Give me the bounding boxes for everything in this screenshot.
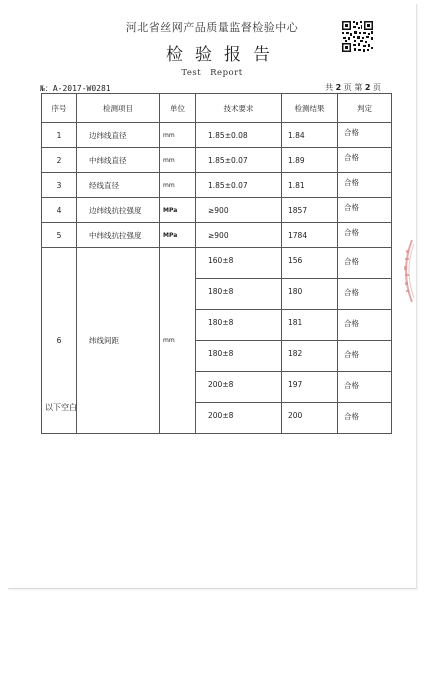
row-number: 6 — [42, 248, 77, 434]
requirement: 1.85±0.08 — [196, 123, 282, 148]
result: 180 — [282, 279, 338, 310]
result: 200 — [282, 403, 338, 434]
verdict: 合格 — [338, 403, 392, 434]
result: 1.84 — [282, 123, 338, 148]
table-row — [42, 248, 392, 279]
header-cell: 单位 — [160, 94, 196, 123]
requirement: 200±8 — [196, 372, 282, 403]
result: 182 — [282, 341, 338, 372]
result: 156 — [282, 248, 338, 279]
table-row — [42, 173, 392, 198]
qr-code-icon — [341, 20, 374, 53]
verdict: 合格 — [338, 341, 392, 372]
verdict: 合格 — [338, 173, 392, 198]
report-number: №：A-2017-W0281 — [40, 84, 111, 93]
result: 1784 — [282, 223, 338, 248]
verdict: 合格 — [338, 248, 392, 279]
test-item: 中纬线直径 — [77, 148, 160, 173]
table-row — [42, 223, 392, 248]
result: 1.89 — [282, 148, 338, 173]
header-cell: 技术要求 — [196, 94, 282, 123]
test-item: 纬线间距 — [77, 248, 160, 434]
table-row — [42, 198, 392, 223]
result: 181 — [282, 310, 338, 341]
unit: mm — [160, 148, 196, 173]
unit: MPa — [160, 198, 196, 223]
verdict: 合格 — [338, 198, 392, 223]
verdict: 合格 — [338, 372, 392, 403]
requirement: 180±8 — [196, 310, 282, 341]
table-row — [42, 123, 392, 148]
row-number: 3 — [42, 173, 77, 198]
results-table — [41, 93, 392, 434]
requirement: 200±8 — [196, 403, 282, 434]
unit: mm — [160, 173, 196, 198]
verdict: 合格 — [338, 310, 392, 341]
requirement: 1.85±0.07 — [196, 148, 282, 173]
row-number: 2 — [42, 148, 77, 173]
test-item: 边纬线抗拉强度 — [77, 198, 160, 223]
header-cell: 检测结果 — [282, 94, 338, 123]
requirement: 1.85±0.07 — [196, 173, 282, 198]
unit: mm — [160, 123, 196, 148]
test-item: 中纬线抗拉强度 — [77, 223, 160, 248]
unit: MPa — [160, 223, 196, 248]
verdict: 合格 — [338, 148, 392, 173]
verdict: 合格 — [338, 223, 392, 248]
header-cell: 检测项目 — [77, 94, 160, 123]
report-title: 检验报告 — [166, 45, 282, 65]
requirement: ≥900 — [196, 223, 282, 248]
row-number: 5 — [42, 223, 77, 248]
page-indicator: 共 2 页 第 2 页 — [325, 83, 381, 92]
row-number: 1 — [42, 123, 77, 148]
requirement: 180±8 — [196, 279, 282, 310]
requirement: 180±8 — [196, 341, 282, 372]
test-item: 经线直径 — [77, 173, 160, 198]
header-cell: 序号 — [42, 94, 77, 123]
result: 1.81 — [282, 173, 338, 198]
requirement: 160±8 — [196, 248, 282, 279]
result: 1857 — [282, 198, 338, 223]
row-number: 4 — [42, 198, 77, 223]
verdict: 合格 — [338, 279, 392, 310]
table-row — [42, 148, 392, 173]
result: 197 — [282, 372, 338, 403]
requirement: ≥900 — [196, 198, 282, 223]
unit: mm — [160, 248, 196, 434]
header-cell: 判定 — [338, 94, 392, 123]
verdict: 合格 — [338, 123, 392, 148]
red-seal-stamp-icon — [392, 236, 416, 306]
test-item: 边纬线直径 — [77, 123, 160, 148]
report-subtitle: Test Report — [181, 68, 243, 78]
table-header-row — [42, 94, 392, 123]
end-of-report-note: 以下空白 — [45, 403, 77, 412]
organization-name: 河北省丝网产品质量监督检验中心 — [125, 21, 299, 34]
